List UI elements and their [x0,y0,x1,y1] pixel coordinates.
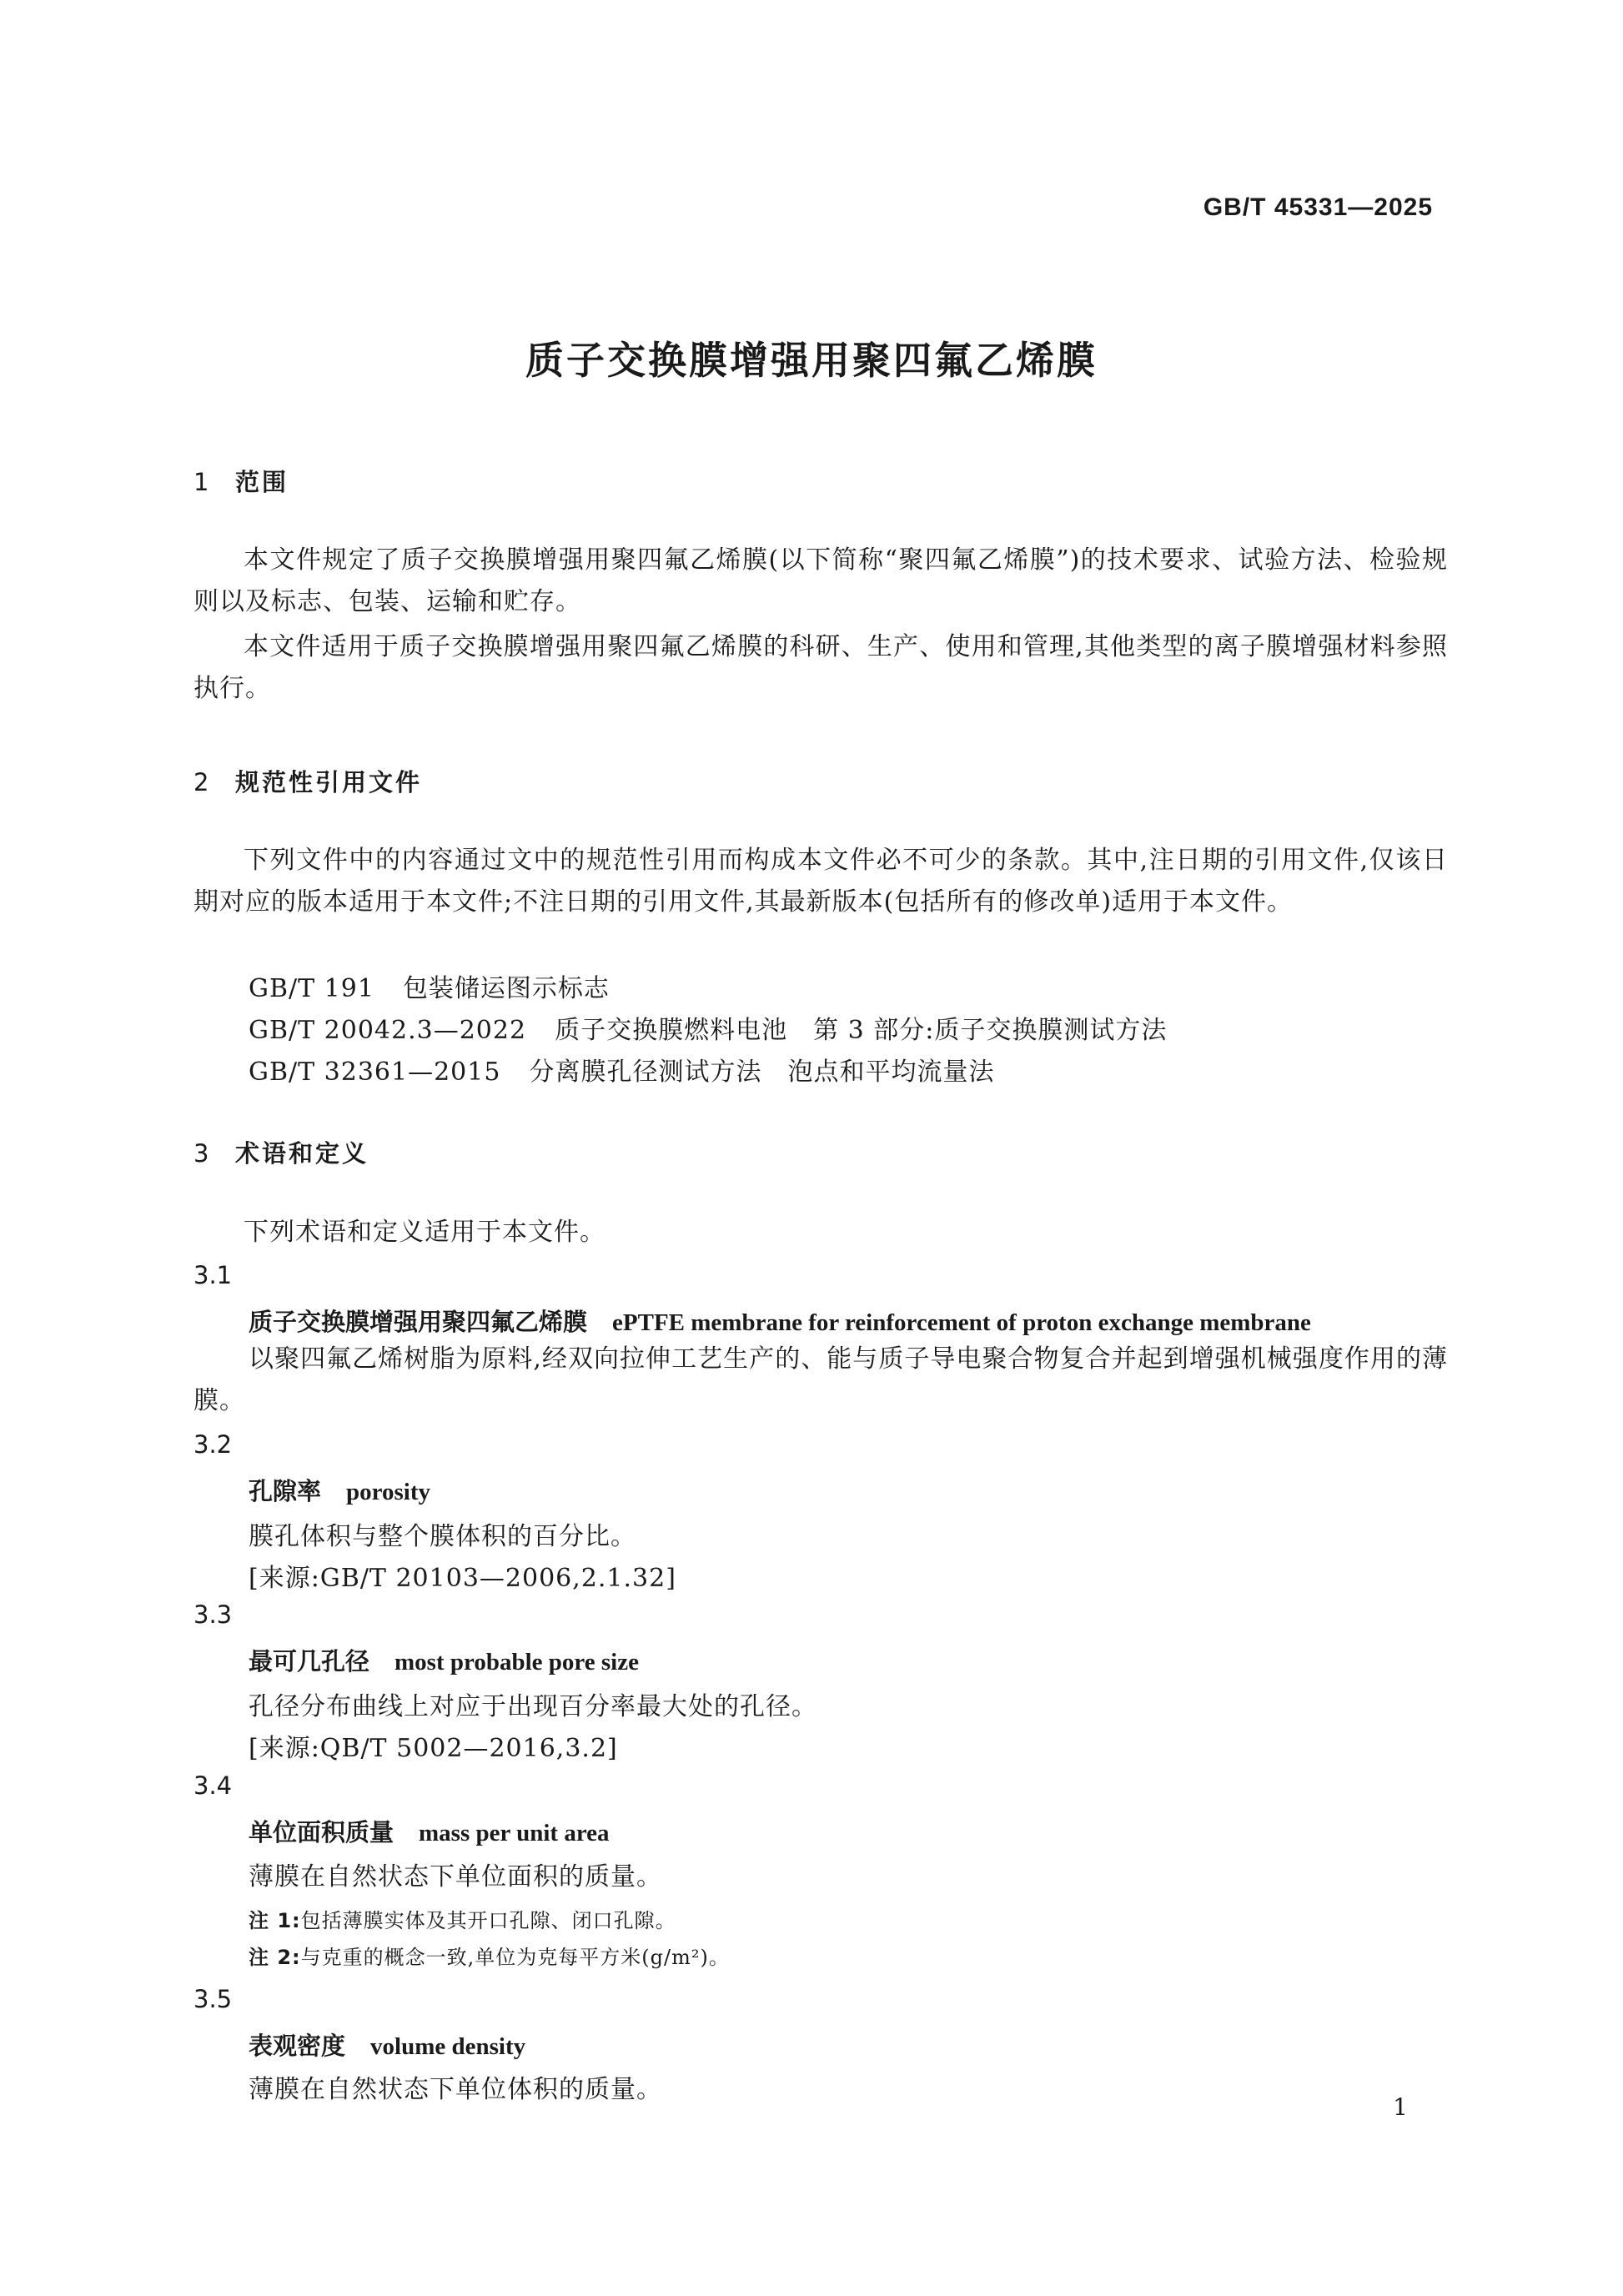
reference-item [249,967,610,1004]
term-number: 3.3 [193,1600,233,1629]
term-note [249,1904,676,1933]
term-definition: 孔径分布曲线上对应于出现百分率最大处的孔径。 [249,1692,817,1721]
term-heading [249,2027,525,2062]
term-zh: 表观密度 [249,2032,346,2060]
section-heading-2 [193,764,422,798]
section-number: 2 [193,768,212,796]
scope-paragraph-1: 本文件规定了质子交换膜增强用聚四氟乙烯膜(以下简称“聚四氟乙烯膜”)的技术要求、试验方法、检验规则以及标志、包装、运输和贮存。 [193,545,1448,616]
reference-title: 分离膜孔径测试方法 泡点和平均流量法 [529,1058,995,1087]
term-zh: 孔隙率 [249,1477,322,1505]
section-title: 范围 [235,468,289,496]
reference-title: 质子交换膜燃料电池 第 3 部分:质子交换膜测试方法 [555,1016,1168,1045]
term-zh: 单位面积质量 [249,1818,394,1846]
section-heading-1 [193,464,289,498]
term-en: volume density [370,2033,526,2060]
term-number: 3.2 [193,1430,233,1459]
term-definition: 薄膜在自然状态下单位面积的质量。 [249,1862,662,1892]
reference-item [249,1009,1167,1046]
term-source: [来源:GB/T 20103—2006,2.1.32] [249,1564,676,1593]
note-label: 注 2: [249,1946,301,1969]
scope-paragraph-2: 本文件适用于质子交换膜增强用聚四氟乙烯膜的科研、生产、使用和管理,其他类型的离子膜增强材料参照执行。 [193,632,1448,703]
reference-code: GB/T 191 [249,974,374,1003]
page-number: 1 [1393,2093,1408,2121]
term-heading [249,1814,610,1848]
note-text: 包括薄膜实体及其开口孔隙、闭口孔隙。 [300,1909,676,1932]
section-number: 1 [193,468,212,496]
note-label: 注 1: [249,1909,301,1932]
term-note [249,1941,730,1970]
standard-code: GB/T 45331—2025 [1203,193,1433,221]
term-definition: 膜孔体积与整个膜体积的百分比。 [249,1522,636,1551]
term-zh: 质子交换膜增强用聚四氟乙烯膜 [249,1308,588,1336]
term-definition: 薄膜在自然状态下单位体积的质量。 [249,2075,662,2104]
term-heading [249,1473,430,1507]
term-en: ePTFE membrane for reinforcement of proton exchange membrane [612,1309,1311,1336]
note-text: 与克重的概念一致,单位为克每平方米(g/m²)。 [300,1946,730,1969]
section-number: 3 [193,1139,212,1168]
term-definition: 以聚四氟乙烯树脂为原料,经双向拉伸工艺生产的、能与质子导电聚合物复合并起到增强机械强度作用的薄膜。 [193,1344,1448,1415]
term-number: 3.5 [193,1985,233,2013]
section-title: 规范性引用文件 [235,768,423,796]
term-heading [249,1643,639,1677]
term-en: porosity [346,1479,430,1505]
reference-code: GB/T 20042.3—2022 [249,1016,527,1045]
term-en: most probable pore size [394,1649,639,1676]
term-en: mass per unit area [419,1820,610,1846]
document-title: 质子交换膜增强用聚四氟乙烯膜 [525,338,1098,383]
normative-references-intro: 下列文件中的内容通过文中的规范性引用而构成本文件必不可少的条款。其中,注日期的引用文件,仅该日期对应的版本适用于本文件;不注日期的引用文件,其最新版本(包括所有的修改单)适用于本文件。 [193,846,1448,917]
section-title: 术语和定义 [235,1139,369,1168]
reference-title: 包装储运图示标志 [402,974,610,1003]
section-heading-3 [193,1135,369,1169]
term-number: 3.1 [193,1261,233,1289]
term-number: 3.4 [193,1771,233,1800]
term-zh: 最可几孔径 [249,1647,370,1676]
terms-intro: 下列术语和定义适用于本文件。 [244,1218,605,1247]
term-source: [来源:QB/T 5002—2016,3.2] [249,1734,618,1763]
term-heading [249,1304,1311,1338]
reference-item [249,1051,994,1088]
reference-code: GB/T 32361—2015 [249,1058,501,1087]
